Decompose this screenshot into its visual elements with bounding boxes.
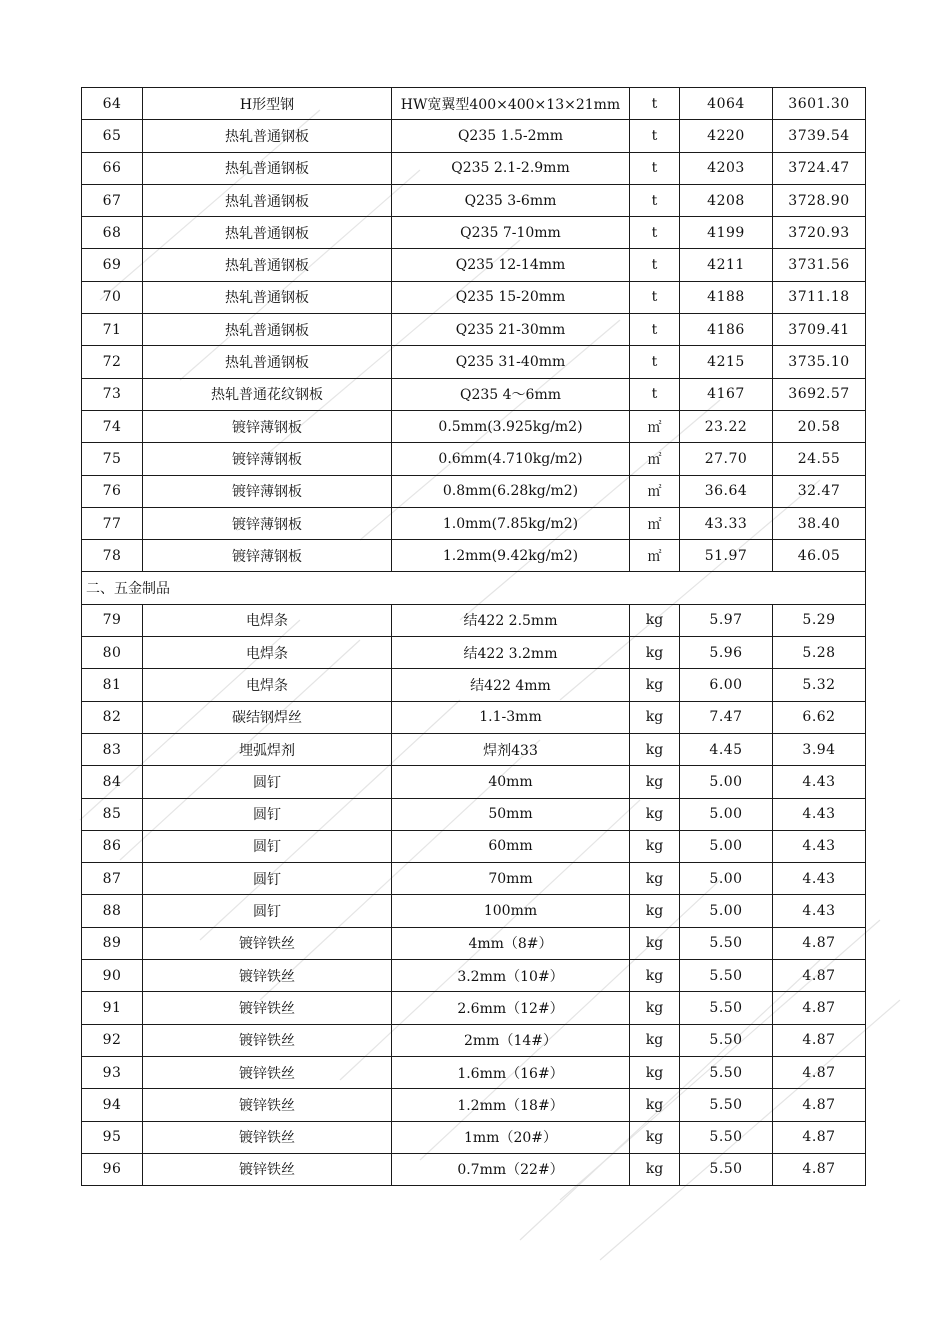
- specification-cell: Q235 21-30mm: [392, 314, 630, 346]
- row-number-cell: 82: [82, 701, 143, 733]
- table-row: [82, 120, 866, 152]
- material-name-cell: 镀锌薄钢板: [143, 540, 392, 572]
- specification-cell: 1mm（20#）: [392, 1121, 630, 1153]
- price-excl-tax-cell: 4.43: [773, 830, 866, 862]
- specification-cell: 0.5mm(3.925kg/m2): [392, 410, 630, 442]
- row-number-cell: 67: [82, 184, 143, 216]
- table-row: [82, 992, 866, 1024]
- row-number-cell: 68: [82, 217, 143, 249]
- price-excl-tax-cell: 46.05: [773, 540, 866, 572]
- unit-cell: t: [630, 378, 680, 410]
- price-excl-tax-cell: 3724.47: [773, 152, 866, 184]
- row-number-cell: 87: [82, 863, 143, 895]
- price-incl-tax-cell: 4203: [680, 152, 773, 184]
- table-row: [82, 960, 866, 992]
- price-incl-tax-cell: 4186: [680, 314, 773, 346]
- row-number-cell: 69: [82, 249, 143, 281]
- price-excl-tax-cell: 4.87: [773, 1024, 866, 1056]
- unit-cell: t: [630, 120, 680, 152]
- price-excl-tax-cell: 5.28: [773, 637, 866, 669]
- table-row: [82, 217, 866, 249]
- price-incl-tax-cell: 4167: [680, 378, 773, 410]
- price-incl-tax-cell: 4064: [680, 88, 773, 120]
- price-excl-tax-cell: 4.87: [773, 1089, 866, 1121]
- material-name-cell: 热轧普通钢板: [143, 217, 392, 249]
- unit-cell: ㎡: [630, 410, 680, 442]
- price-incl-tax-cell: 6.00: [680, 669, 773, 701]
- material-name-cell: 热轧普通钢板: [143, 184, 392, 216]
- price-incl-tax-cell: 5.50: [680, 960, 773, 992]
- price-excl-tax-cell: 4.43: [773, 863, 866, 895]
- row-number-cell: 79: [82, 604, 143, 636]
- material-name-cell: 镀锌铁丝: [143, 1121, 392, 1153]
- row-number-cell: 77: [82, 507, 143, 539]
- unit-cell: ㎡: [630, 475, 680, 507]
- material-name-cell: 镀锌薄钢板: [143, 443, 392, 475]
- price-incl-tax-cell: 5.50: [680, 1089, 773, 1121]
- price-table: [81, 87, 866, 1186]
- row-number-cell: 66: [82, 152, 143, 184]
- row-number-cell: 73: [82, 378, 143, 410]
- section-title: 二、五金制品: [82, 572, 866, 604]
- row-number-cell: 80: [82, 637, 143, 669]
- material-name-cell: 电焊条: [143, 669, 392, 701]
- specification-cell: Q235 31-40mm: [392, 346, 630, 378]
- unit-cell: kg: [630, 1121, 680, 1153]
- unit-cell: kg: [630, 1089, 680, 1121]
- price-excl-tax-cell: 4.43: [773, 766, 866, 798]
- unit-cell: kg: [630, 1024, 680, 1056]
- specification-cell: 0.7mm（22#）: [392, 1153, 630, 1185]
- price-incl-tax-cell: 4215: [680, 346, 773, 378]
- material-name-cell: 镀锌铁丝: [143, 960, 392, 992]
- unit-cell: t: [630, 314, 680, 346]
- price-excl-tax-cell: 4.87: [773, 1153, 866, 1185]
- row-number-cell: 72: [82, 346, 143, 378]
- price-excl-tax-cell: 3735.10: [773, 346, 866, 378]
- specification-cell: 4mm（8#）: [392, 927, 630, 959]
- table-row: [82, 830, 866, 862]
- price-incl-tax-cell: 51.97: [680, 540, 773, 572]
- unit-cell: t: [630, 152, 680, 184]
- price-excl-tax-cell: 4.87: [773, 1121, 866, 1153]
- specification-cell: Q235 2.1-2.9mm: [392, 152, 630, 184]
- unit-cell: t: [630, 88, 680, 120]
- table-row: [82, 604, 866, 636]
- material-name-cell: 镀锌薄钢板: [143, 410, 392, 442]
- specification-cell: 100mm: [392, 895, 630, 927]
- specification-cell: 0.8mm(6.28kg/m2): [392, 475, 630, 507]
- row-number-cell: 75: [82, 443, 143, 475]
- price-incl-tax-cell: 5.50: [680, 992, 773, 1024]
- row-number-cell: 88: [82, 895, 143, 927]
- specification-cell: 焊剂433: [392, 733, 630, 765]
- row-number-cell: 85: [82, 798, 143, 830]
- specification-cell: Q235 7-10mm: [392, 217, 630, 249]
- table-row: [82, 314, 866, 346]
- row-number-cell: 71: [82, 314, 143, 346]
- price-incl-tax-cell: 23.22: [680, 410, 773, 442]
- table-row: [82, 701, 866, 733]
- material-name-cell: 圆钉: [143, 798, 392, 830]
- price-incl-tax-cell: 5.96: [680, 637, 773, 669]
- table-row: [82, 88, 866, 120]
- specification-cell: 2mm（14#）: [392, 1024, 630, 1056]
- row-number-cell: 83: [82, 733, 143, 765]
- table-row: [82, 669, 866, 701]
- row-number-cell: 95: [82, 1121, 143, 1153]
- price-incl-tax-cell: 4211: [680, 249, 773, 281]
- price-incl-tax-cell: 5.50: [680, 1024, 773, 1056]
- price-excl-tax-cell: 4.87: [773, 960, 866, 992]
- price-excl-tax-cell: 3728.90: [773, 184, 866, 216]
- material-name-cell: 镀锌薄钢板: [143, 475, 392, 507]
- material-name-cell: 电焊条: [143, 604, 392, 636]
- material-name-cell: 热轧普通钢板: [143, 249, 392, 281]
- price-excl-tax-cell: 3709.41: [773, 314, 866, 346]
- row-number-cell: 64: [82, 88, 143, 120]
- material-name-cell: 热轧普通花纹钢板: [143, 378, 392, 410]
- row-number-cell: 91: [82, 992, 143, 1024]
- specification-cell: 1.6mm（16#）: [392, 1056, 630, 1088]
- unit-cell: kg: [630, 604, 680, 636]
- material-name-cell: H形型钢: [143, 88, 392, 120]
- specification-cell: HW宽翼型400×400×13×21mm: [392, 88, 630, 120]
- specification-cell: 结422 4mm: [392, 669, 630, 701]
- table-row: [82, 1153, 866, 1185]
- price-incl-tax-cell: 4188: [680, 281, 773, 313]
- table-row: [82, 927, 866, 959]
- specification-cell: 结422 3.2mm: [392, 637, 630, 669]
- table-row: [82, 1121, 866, 1153]
- table-row: [82, 863, 866, 895]
- table-row: [82, 1024, 866, 1056]
- material-name-cell: 镀锌铁丝: [143, 992, 392, 1024]
- specification-cell: 1.2mm（18#）: [392, 1089, 630, 1121]
- price-excl-tax-cell: 4.87: [773, 992, 866, 1024]
- price-excl-tax-cell: 5.32: [773, 669, 866, 701]
- price-incl-tax-cell: 5.00: [680, 863, 773, 895]
- unit-cell: ㎡: [630, 443, 680, 475]
- material-name-cell: 镀锌铁丝: [143, 1089, 392, 1121]
- table-row: [82, 733, 866, 765]
- table-row: [82, 798, 866, 830]
- price-excl-tax-cell: 3601.30: [773, 88, 866, 120]
- price-incl-tax-cell: 5.00: [680, 895, 773, 927]
- price-excl-tax-cell: 3711.18: [773, 281, 866, 313]
- row-number-cell: 93: [82, 1056, 143, 1088]
- row-number-cell: 76: [82, 475, 143, 507]
- unit-cell: kg: [630, 733, 680, 765]
- table-row: [82, 281, 866, 313]
- table-row: [82, 766, 866, 798]
- table-row: [82, 184, 866, 216]
- price-incl-tax-cell: 5.50: [680, 1056, 773, 1088]
- price-incl-tax-cell: 4.45: [680, 733, 773, 765]
- price-incl-tax-cell: 5.00: [680, 766, 773, 798]
- price-excl-tax-cell: 3731.56: [773, 249, 866, 281]
- price-excl-tax-cell: 20.58: [773, 410, 866, 442]
- unit-cell: ㎡: [630, 507, 680, 539]
- unit-cell: t: [630, 249, 680, 281]
- unit-cell: t: [630, 184, 680, 216]
- specification-cell: Q235 4～6mm: [392, 378, 630, 410]
- price-excl-tax-cell: 4.87: [773, 1056, 866, 1088]
- unit-cell: kg: [630, 1056, 680, 1088]
- specification-cell: Q235 15-20mm: [392, 281, 630, 313]
- table-row: [82, 346, 866, 378]
- row-number-cell: 74: [82, 410, 143, 442]
- material-name-cell: 镀锌铁丝: [143, 927, 392, 959]
- material-name-cell: 圆钉: [143, 830, 392, 862]
- table-row: [82, 1089, 866, 1121]
- row-number-cell: 86: [82, 830, 143, 862]
- specification-cell: 3.2mm（10#）: [392, 960, 630, 992]
- price-incl-tax-cell: 5.97: [680, 604, 773, 636]
- price-incl-tax-cell: 4199: [680, 217, 773, 249]
- price-incl-tax-cell: 4220: [680, 120, 773, 152]
- table-row: [82, 378, 866, 410]
- unit-cell: kg: [630, 798, 680, 830]
- price-excl-tax-cell: 32.47: [773, 475, 866, 507]
- price-excl-tax-cell: 38.40: [773, 507, 866, 539]
- price-excl-tax-cell: 4.43: [773, 798, 866, 830]
- price-excl-tax-cell: 4.87: [773, 927, 866, 959]
- price-incl-tax-cell: 36.64: [680, 475, 773, 507]
- table-row: [82, 152, 866, 184]
- unit-cell: kg: [630, 927, 680, 959]
- price-incl-tax-cell: 5.50: [680, 1153, 773, 1185]
- material-name-cell: 镀锌薄钢板: [143, 507, 392, 539]
- row-number-cell: 84: [82, 766, 143, 798]
- material-name-cell: 热轧普通钢板: [143, 152, 392, 184]
- price-incl-tax-cell: 4208: [680, 184, 773, 216]
- row-number-cell: 90: [82, 960, 143, 992]
- price-excl-tax-cell: 24.55: [773, 443, 866, 475]
- unit-cell: kg: [630, 895, 680, 927]
- specification-cell: Q235 3-6mm: [392, 184, 630, 216]
- specification-cell: 40mm: [392, 766, 630, 798]
- table-row: [82, 410, 866, 442]
- table-row: [82, 443, 866, 475]
- price-incl-tax-cell: 7.47: [680, 701, 773, 733]
- unit-cell: kg: [630, 830, 680, 862]
- material-name-cell: 圆钉: [143, 895, 392, 927]
- material-name-cell: 热轧普通钢板: [143, 281, 392, 313]
- table-row: [82, 475, 866, 507]
- table-row: [82, 249, 866, 281]
- price-excl-tax-cell: 4.43: [773, 895, 866, 927]
- specification-cell: 70mm: [392, 863, 630, 895]
- material-name-cell: 镀锌铁丝: [143, 1024, 392, 1056]
- price-incl-tax-cell: 5.50: [680, 1121, 773, 1153]
- price-excl-tax-cell: 3.94: [773, 733, 866, 765]
- table-row: [82, 507, 866, 539]
- specification-cell: 结422 2.5mm: [392, 604, 630, 636]
- price-excl-tax-cell: 3739.54: [773, 120, 866, 152]
- table-row: [82, 637, 866, 669]
- specification-cell: 50mm: [392, 798, 630, 830]
- unit-cell: t: [630, 346, 680, 378]
- material-name-cell: 镀锌铁丝: [143, 1153, 392, 1185]
- unit-cell: t: [630, 217, 680, 249]
- price-incl-tax-cell: 5.00: [680, 830, 773, 862]
- unit-cell: kg: [630, 701, 680, 733]
- row-number-cell: 81: [82, 669, 143, 701]
- row-number-cell: 65: [82, 120, 143, 152]
- price-incl-tax-cell: 5.50: [680, 927, 773, 959]
- specification-cell: Q235 12-14mm: [392, 249, 630, 281]
- row-number-cell: 89: [82, 927, 143, 959]
- specification-cell: 0.6mm(4.710kg/m2): [392, 443, 630, 475]
- row-number-cell: 94: [82, 1089, 143, 1121]
- unit-cell: kg: [630, 669, 680, 701]
- row-number-cell: 96: [82, 1153, 143, 1185]
- specification-cell: 1.1-3mm: [392, 701, 630, 733]
- price-excl-tax-cell: 3720.93: [773, 217, 866, 249]
- material-name-cell: 圆钉: [143, 863, 392, 895]
- unit-cell: t: [630, 281, 680, 313]
- specification-cell: 2.6mm（12#）: [392, 992, 630, 1024]
- material-name-cell: 碳结钢焊丝: [143, 701, 392, 733]
- row-number-cell: 92: [82, 1024, 143, 1056]
- material-name-cell: 电焊条: [143, 637, 392, 669]
- unit-cell: kg: [630, 992, 680, 1024]
- specification-cell: 1.2mm(9.42kg/m2): [392, 540, 630, 572]
- table-row: [82, 895, 866, 927]
- material-name-cell: 热轧普通钢板: [143, 314, 392, 346]
- material-name-cell: 热轧普通钢板: [143, 120, 392, 152]
- table-row: [82, 1056, 866, 1088]
- price-table-body: [82, 88, 866, 1186]
- unit-cell: kg: [630, 637, 680, 669]
- table-row: [82, 540, 866, 572]
- specification-cell: Q235 1.5-2mm: [392, 120, 630, 152]
- unit-cell: kg: [630, 863, 680, 895]
- row-number-cell: 70: [82, 281, 143, 313]
- unit-cell: kg: [630, 766, 680, 798]
- price-incl-tax-cell: 27.70: [680, 443, 773, 475]
- price-excl-tax-cell: 6.62: [773, 701, 866, 733]
- specification-cell: 1.0mm(7.85kg/m2): [392, 507, 630, 539]
- price-excl-tax-cell: 5.29: [773, 604, 866, 636]
- price-incl-tax-cell: 5.00: [680, 798, 773, 830]
- price-excl-tax-cell: 3692.57: [773, 378, 866, 410]
- material-name-cell: 镀锌铁丝: [143, 1056, 392, 1088]
- section-header-row: [82, 572, 866, 604]
- material-name-cell: 热轧普通钢板: [143, 346, 392, 378]
- specification-cell: 60mm: [392, 830, 630, 862]
- unit-cell: kg: [630, 1153, 680, 1185]
- unit-cell: ㎡: [630, 540, 680, 572]
- material-name-cell: 埋弧焊剂: [143, 733, 392, 765]
- row-number-cell: 78: [82, 540, 143, 572]
- unit-cell: kg: [630, 960, 680, 992]
- material-name-cell: 圆钉: [143, 766, 392, 798]
- price-incl-tax-cell: 43.33: [680, 507, 773, 539]
